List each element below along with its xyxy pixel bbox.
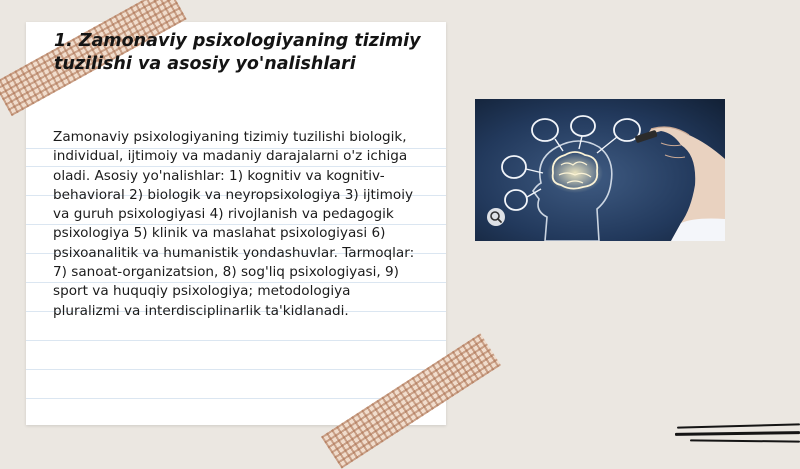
slide-title: 1. Zamonaviy psixologiyaning tizimiy tuzilishi va asosiy yo'nalishlari: [54, 31, 421, 74]
slide-body-text: Zamonaviy psixologiyaning tizimiy tuzilishi biologik, individual, ijtimoiy va madaniy darajalarni o'z ichiga oladi. Asosiy yo'nalishlar: 1) kognitiv va kognitiv-behavioral 2) biologik va neyropsixologiya 3) ijtimoiy va guruh psixologiyasi 4) rivojlanish va pedagogik psixologiya 5) klinik va maslahat psixologiyasi 6) psixoanalitik va humanistik yondashuvlar. Tarmoqlar: 7) sanoat-organizatsion, 8) sog'liq psixologiyasi, 9) sport va huquqiy psixologiya; metodologiya pluralizmi va interdisciplinarlik ta'kidlanadi.: [53, 129, 415, 319]
brain-illustration-image: [475, 99, 725, 241]
decorative-stroke: [690, 439, 800, 442]
decorative-stroke: [677, 423, 800, 428]
visual-search-icon[interactable]: [486, 207, 506, 227]
decorative-stroke: [675, 431, 800, 436]
